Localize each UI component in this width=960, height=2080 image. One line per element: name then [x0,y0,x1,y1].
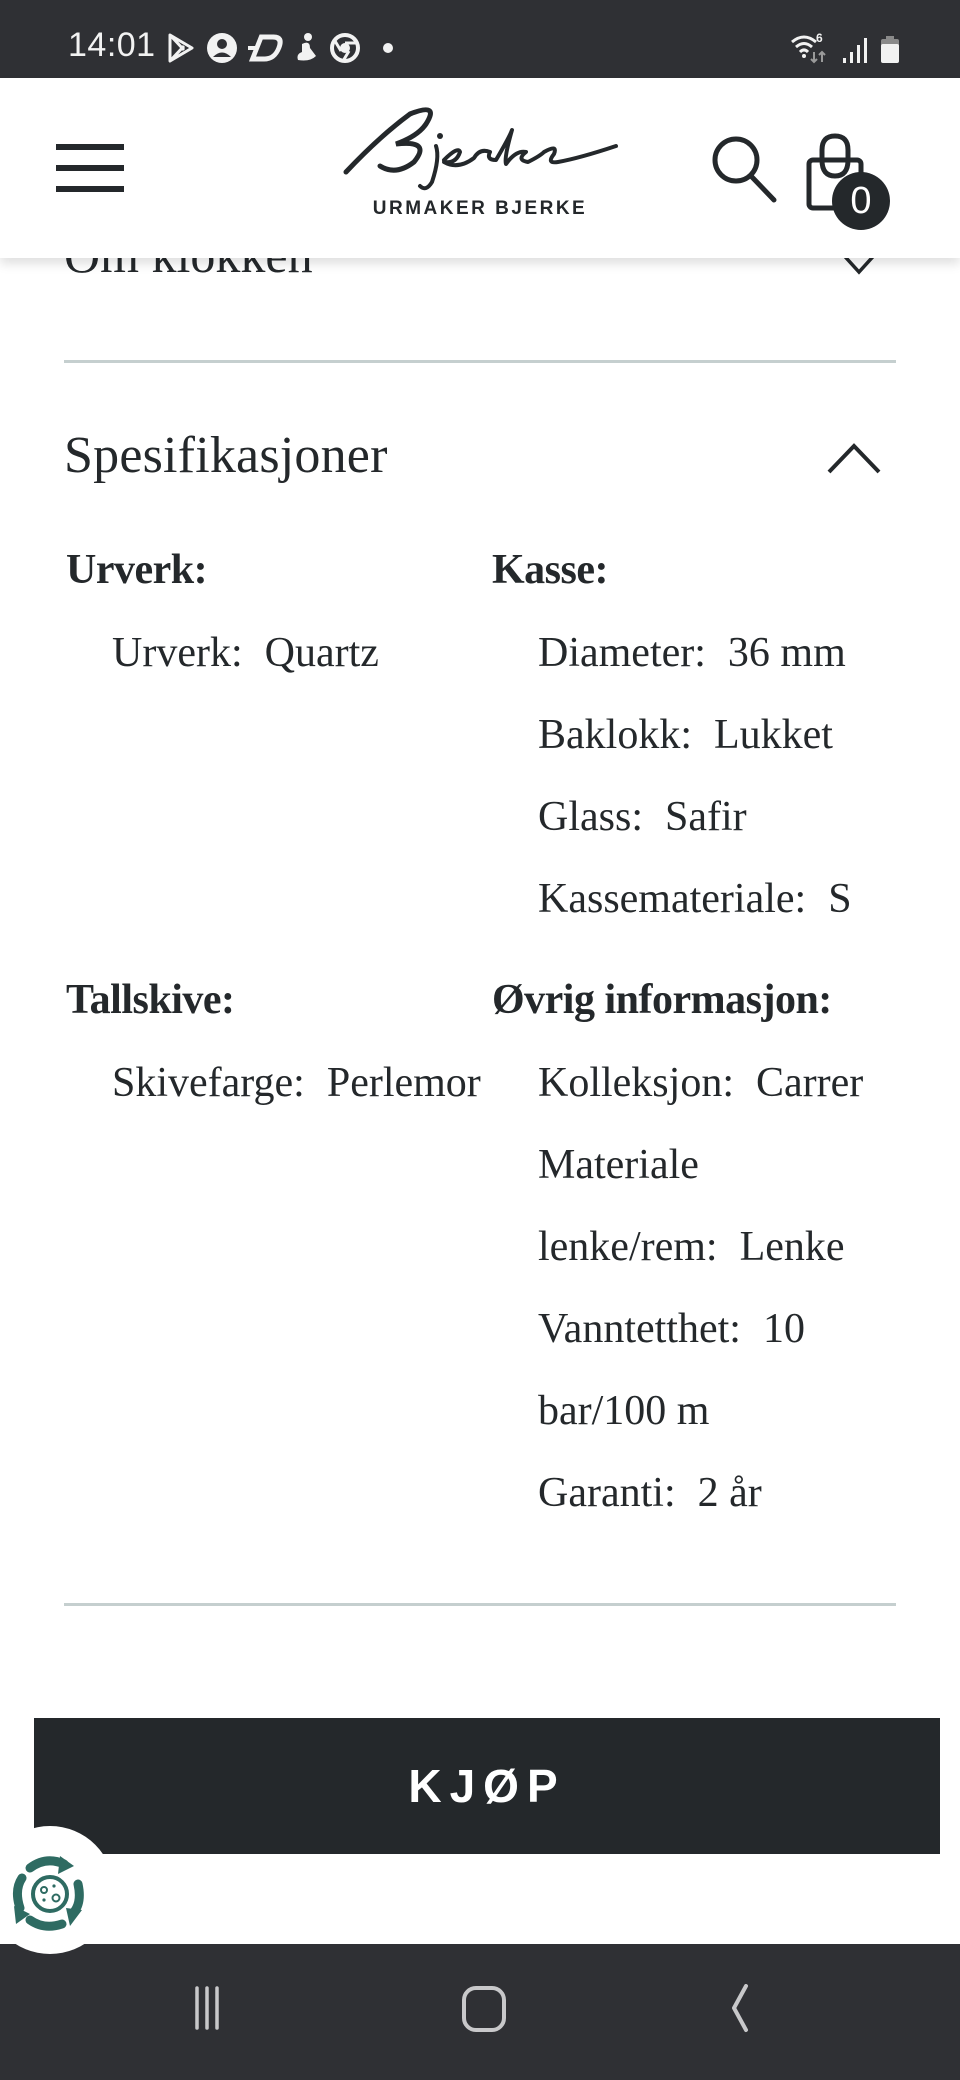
spec-key: Skivefarge: [112,1060,305,1106]
system-nav-bar [0,1944,960,2080]
cart-count-badge: 0 [832,172,890,230]
spec-key: Urverk: [112,630,243,676]
battery-icon [880,36,900,64]
spec-heading: Urverk: [66,547,208,593]
account-icon [206,32,238,64]
spec-row [492,786,896,868]
hamburger-menu-icon-bar [56,186,124,192]
chrome-icon [330,33,360,63]
spec-value: 36 mm [727,630,846,676]
wifi-6-icon [790,30,830,64]
spec-group-kasse [492,540,896,940]
spec-group-tallskive [66,970,536,1134]
spec-value: Safir [665,794,747,840]
home-button[interactable] [444,1984,524,2044]
spec-heading: Tallskive: [66,977,235,1023]
eco-badge-button[interactable] [0,1826,114,1954]
spec-value: S [828,876,852,922]
spec-row [66,622,506,704]
back-icon [712,1984,792,2044]
hamburger-menu-icon-bar [56,165,124,171]
divider [64,1603,896,1606]
spec-key: Baklokk: [538,712,692,758]
spec-group-urverk [66,540,506,704]
spec-value: Lenke [739,1224,845,1270]
recent-apps-icon [176,1984,256,2044]
recycle-eco-icon [0,1826,114,1954]
spec-key: Glass: [538,794,643,840]
chevron-up-icon [826,442,882,476]
notification-dot-icon [370,42,394,54]
spec-row [538,1452,896,1534]
play-store-icon [166,32,196,64]
divider [64,360,896,363]
status-time: 14:01 [68,26,156,64]
spec-value: 2 år [697,1470,762,1516]
spec-row [538,1206,896,1288]
spec-value: Perlemor [326,1060,481,1106]
spec-key: Garanti: [538,1470,676,1516]
spec-group-ovrig [538,1052,896,1552]
spec-value: Carrer [756,1060,864,1106]
svg-text:6: 6 [816,31,823,45]
spec-key: Materiale [538,1142,699,1188]
buy-button[interactable]: KJØP [34,1718,940,1854]
spec-row [492,622,896,704]
logo[interactable] [340,106,620,226]
spec-value: Lukket [714,712,833,758]
search-icon [710,134,780,204]
spec-row [538,1052,896,1124]
spec-key: Kolleksjon: [538,1060,734,1106]
bjerke-script-logo [340,106,620,196]
spec-heading: Øvrig informasjon: [492,977,832,1023]
cart-button[interactable] [806,132,890,222]
home-icon [444,1984,524,2044]
hamburger-menu-icon [56,144,124,150]
menu-button[interactable] [56,144,124,192]
accordion-spesifikasjoner[interactable] [64,418,896,498]
spec-row [492,868,896,940]
spec-key: Kassemateriale: [538,876,807,922]
d-app-icon [248,33,284,63]
accordion-title: Spesifikasjoner [64,427,388,484]
spec-row [492,704,896,786]
spec-value: 10 [762,1306,805,1352]
spec-value: Quartz [264,630,379,676]
recent-apps-button[interactable] [176,1984,256,2044]
notification-icons [166,32,394,64]
system-icons [790,30,900,64]
search-button[interactable] [710,134,780,204]
back-button[interactable] [712,1984,792,2044]
site-header [0,78,960,258]
spec-row [66,1052,536,1134]
spec-key: lenke/rem: [538,1224,718,1270]
spec-row [538,1288,896,1370]
figure-app-icon [294,32,320,64]
spec-value: bar/100 m [538,1388,710,1434]
spec-key: Diameter: [538,630,706,676]
signal-icon [842,36,868,64]
logo-subtitle: URMAKER BJERKE [372,198,588,219]
spec-heading: Kasse: [492,547,608,593]
spec-group-ovrig-heading [492,970,932,1052]
spec-key: Vanntetthet: [538,1306,741,1352]
status-bar [0,0,960,78]
